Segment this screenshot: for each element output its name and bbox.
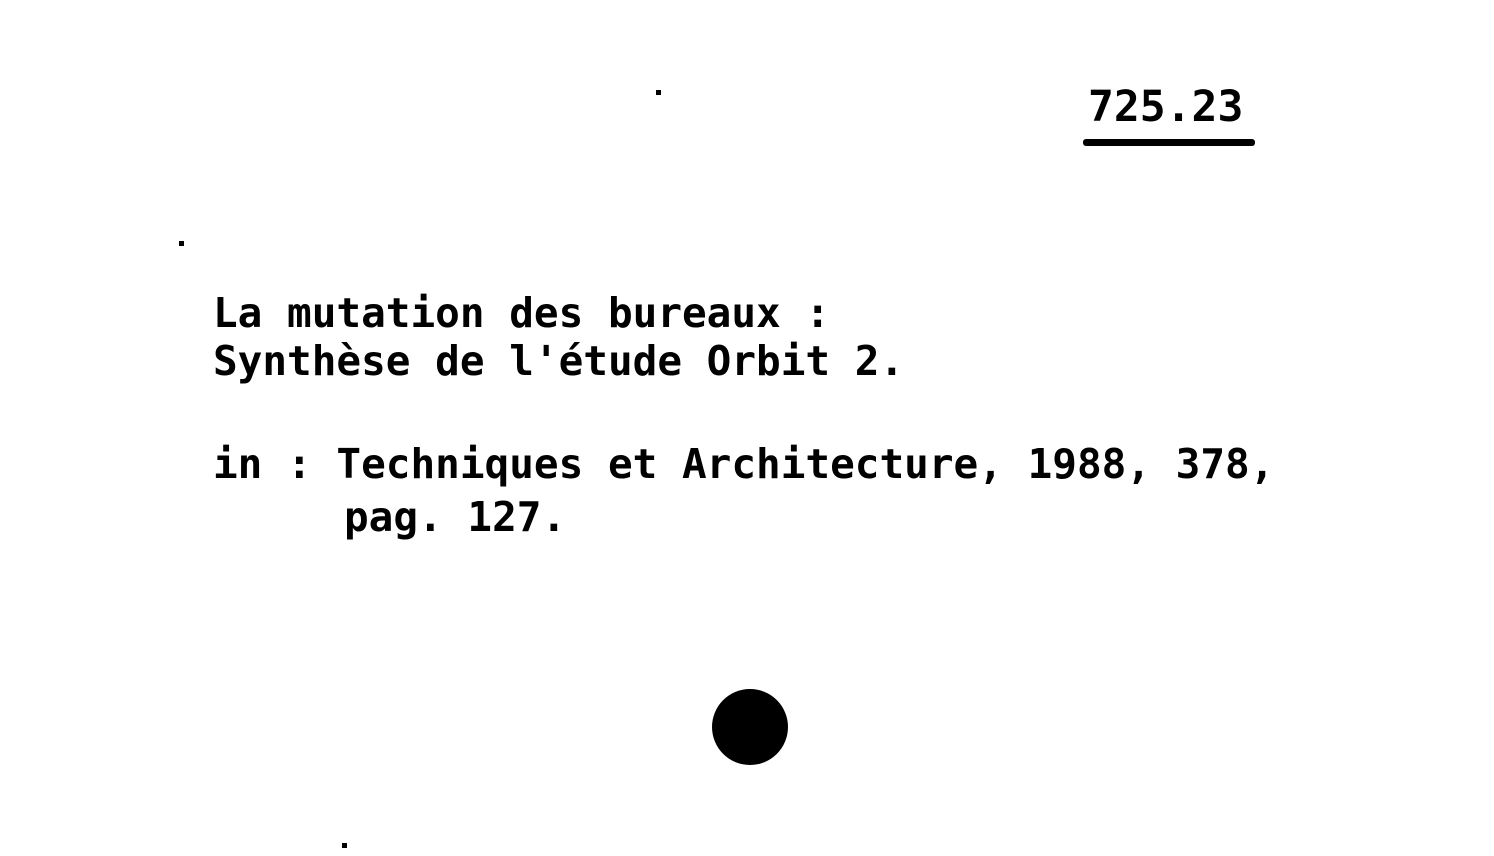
title-line-1: La mutation des bureaux : [213,289,831,337]
ink-speck-top [656,90,661,95]
hole-punch-dot [712,689,788,765]
classification-number: 725.23 [1088,82,1244,132]
ink-speck-left [179,241,184,246]
citation-line-1: in : Techniques et Architecture, 1988, 378, [213,440,1275,488]
classification-underline [1083,139,1255,146]
title-line-2: Synthèse de l'étude Orbit 2. [213,337,905,385]
citation-line-2: pag. 127. [344,493,567,541]
ink-speck-bottom [342,843,347,848]
